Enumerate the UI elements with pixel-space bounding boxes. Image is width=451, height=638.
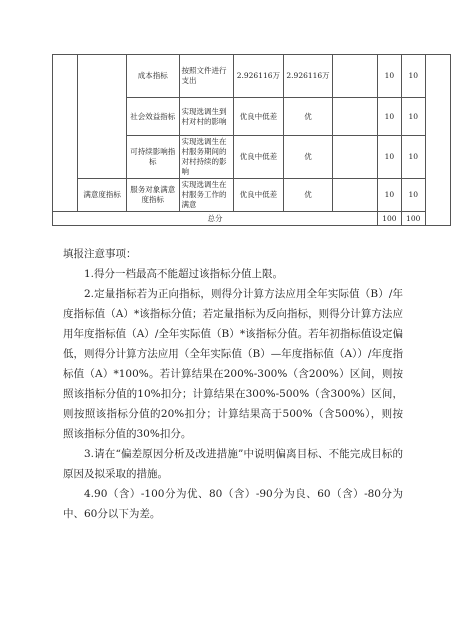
actual-value-cell: 优	[283, 98, 333, 136]
primary-indicator-cell: 满意度指标	[78, 179, 127, 212]
blank-cell	[333, 55, 378, 98]
secondary-indicator-cell: 社会效益指标	[126, 98, 179, 136]
weight-cell: 10	[377, 179, 401, 212]
blank-cell	[78, 55, 127, 179]
tertiary-indicator-cell: 实现选调生到村对村的影响	[179, 98, 234, 136]
table-row	[53, 179, 451, 212]
performance-indicator-table	[52, 54, 451, 226]
tertiary-indicator-cell: 实现选调生在村服务工作的满意	[179, 179, 234, 212]
tertiary-indicator-cell: 实现选调生在村服务期间的对村持续的影响	[179, 136, 234, 179]
note-item-1: 1.得分一档最高不能超过该指标分值上限。	[84, 268, 284, 280]
target-value-cell: 优良中低差	[234, 179, 284, 212]
total-row	[53, 212, 451, 226]
blank-cell	[333, 136, 378, 179]
target-value-cell: 2.926116万	[234, 55, 284, 98]
score-cell: 10	[401, 179, 425, 212]
total-label: 总分	[53, 212, 378, 226]
total-score: 100	[401, 212, 425, 226]
secondary-indicator-cell: 服务对象满意度指标	[126, 179, 179, 212]
blank-cell	[333, 98, 378, 136]
secondary-indicator-cell: 可持续影响指标	[126, 136, 179, 179]
blank-cell	[53, 55, 78, 212]
weight-cell: 10	[377, 98, 401, 136]
score-cell: 10	[401, 136, 425, 179]
score-cell: 10	[401, 98, 425, 136]
target-value-cell: 优良中低差	[234, 98, 284, 136]
weight-cell: 10	[377, 55, 401, 98]
notes-title: 填报注意事项：	[63, 248, 137, 260]
secondary-indicator-cell: 成本指标	[126, 55, 179, 98]
target-value-cell: 优良中低差	[234, 136, 284, 179]
score-cell: 10	[401, 55, 425, 98]
actual-value-cell: 优	[283, 179, 333, 212]
filling-notes	[63, 244, 403, 524]
total-weight: 100	[377, 212, 401, 226]
weight-cell: 10	[377, 136, 401, 179]
table-row	[53, 55, 451, 98]
actual-value-cell: 2.926116万	[283, 55, 333, 98]
note-item-3: 3.请在“偏差原因分析及改进措施”中说明偏离目标、不能完成目标的原因及拟采取的措施。	[63, 448, 403, 480]
note-item-4: 4.90（含）-100分为优、80（含）-90分为良、60（含）-80分为中、60分以下为差。	[63, 488, 403, 520]
note-item-2: 2.定量指标若为正向指标，则得分计算方法应用全年实际值（B）/年度指标值（A）*该指标分值；若定量指标为反向指标，则得分计算方法应用年度指标值（A）/全年实际值（B）*该指标分值。若年初指标值设定偏低，则得分计算方法应用（全年实际值（B）—年度指标值（A））/年度指标值（A）*100%。若计算结果在200%-300%（含200%）区间，则按照该指标分值的10%扣分；计算结果在300%-500%（含300%）区间，则按照该指标分值的20%扣分；计算结果高于500%（含500%），则按照该指标分值的30%扣分。	[63, 288, 403, 440]
tertiary-indicator-cell: 按照文件进行支出	[179, 55, 234, 98]
blank-cell	[333, 179, 378, 212]
actual-value-cell: 优	[283, 136, 333, 179]
blank-cell	[425, 55, 450, 226]
